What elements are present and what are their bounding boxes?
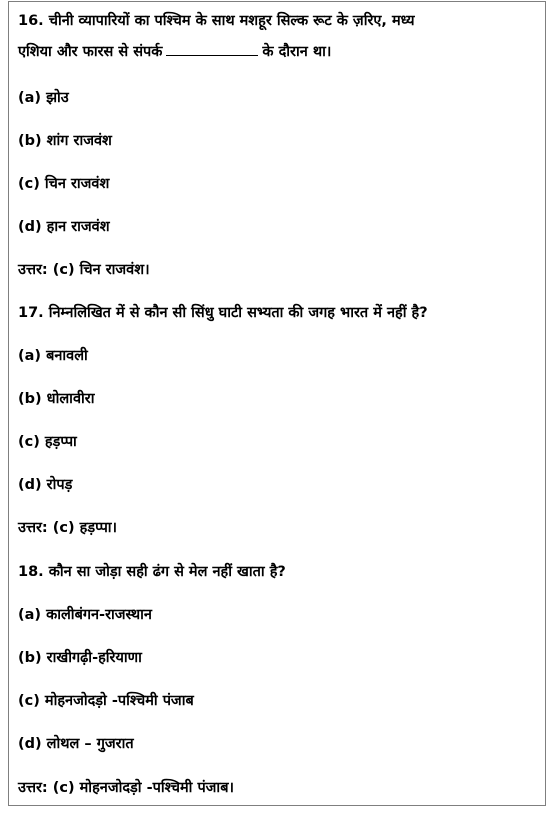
question-17-answer: उत्तर: (c) हड़प्पा। — [18, 520, 118, 536]
question-18-answer: उत्तर: (c) मोहनजोदड़ो -पश्चिमी पंजाब। — [18, 780, 234, 796]
question-16-text-before-blank: एशिया और फारस से संपर्क — [18, 44, 163, 60]
question-16-option-d: (d) हान राजवंश — [18, 219, 110, 235]
question-17-option-c: (c) हड़प्पा — [18, 434, 77, 450]
question-17-option-d: (d) रोपड़ — [18, 477, 73, 493]
question-18-text: 18. कौन सा जोड़ा सही ढंग से मेल नहीं खाता है? — [18, 564, 286, 580]
question-17-option-b: (b) धोलावीरा — [18, 391, 95, 407]
fill-in-blank — [166, 43, 258, 56]
question-17-option-a: (a) बनावली — [18, 348, 88, 364]
question-18-option-b: (b) राखीगढ़ी-हरियाणा — [18, 650, 142, 666]
question-18-option-d: (d) लोथल – गुजरात — [18, 736, 134, 752]
question-16-text-line-2 — [18, 42, 331, 62]
question-16-text-line-1: 16. चीनी व्यापारियों का पश्चिम के साथ मशहूर सिल्क रूट के ज़रिए, मध्य — [18, 13, 415, 29]
question-17-text: 17. निम्नलिखित में से कौन सी सिंधु घाटी सभ्यता की जगह भारत में नहीं है? — [18, 305, 428, 321]
question-16-text-after-blank: के दौरान था। — [262, 44, 332, 60]
question-16-option-b: (b) शांग राजवंश — [18, 133, 112, 149]
question-16-option-a: (a) झोउ — [18, 90, 69, 106]
question-18-option-a: (a) कालीबंगन-राजस्थान — [18, 607, 152, 623]
question-18-option-c: (c) मोहनजोदड़ो -पश्चिमी पंजाब — [18, 693, 194, 709]
question-16-option-c: (c) चिन राजवंश — [18, 176, 110, 192]
question-16-answer: उत्तर: (c) चिन राजवंश। — [18, 262, 150, 278]
